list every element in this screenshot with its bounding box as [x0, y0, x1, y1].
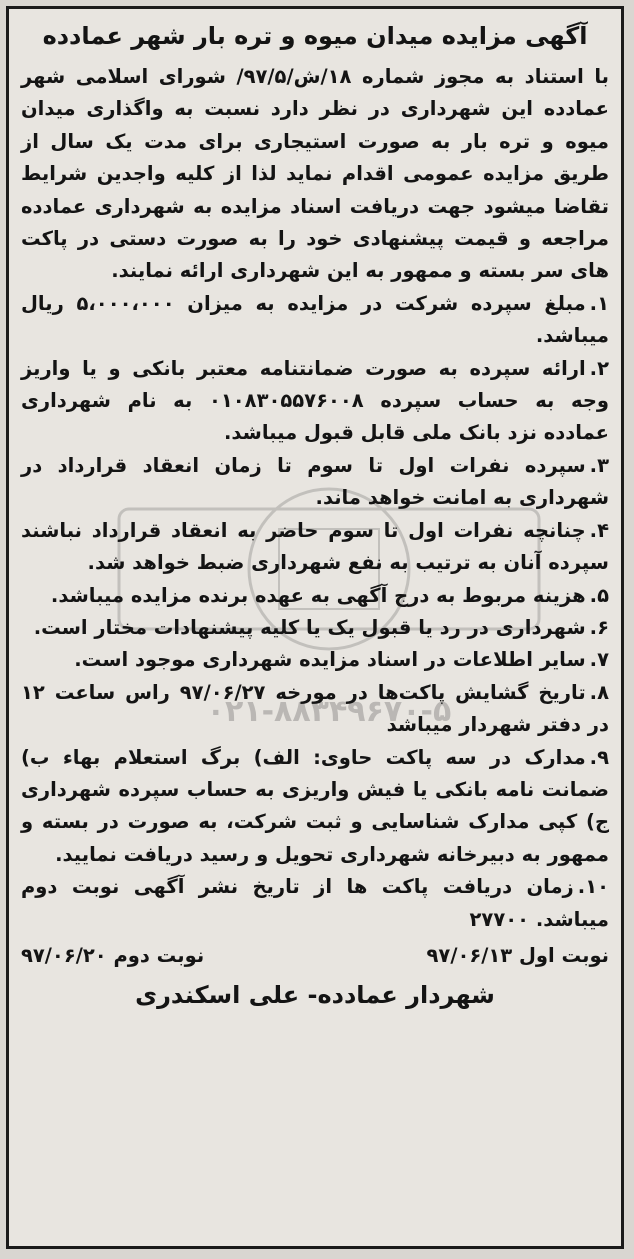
notice-item [21, 612, 609, 644]
notice-content [21, 17, 609, 1238]
notice-item [21, 450, 609, 515]
item-number: ۱۰. [577, 875, 609, 899]
item-number: ۹. [589, 745, 609, 769]
notice-item [21, 677, 609, 742]
item-text: هزینه مربوط به درج آگهی به عهده برنده مزایده میباشد. [50, 583, 586, 607]
first-publication: نوبت اول ۹۷/۰۶/۱۳ [426, 943, 609, 967]
notice-item [21, 353, 609, 450]
item-number: ۵. [589, 583, 609, 607]
item-number: ۴. [589, 518, 609, 542]
notice-item [21, 644, 609, 676]
item-text: تاریخ گشایش پاکت‌ها در مورخه ۹۷/۰۶/۲۷ راس ساعت ۱۲ در دفتر شهردار میباشد [21, 680, 609, 737]
notice-item [21, 288, 609, 353]
watermark-phone: ۰۲۱-۸۸۳۴۹۶۷۰-۵ [206, 694, 452, 729]
notice-item [21, 742, 609, 872]
item-number: ۸. [589, 680, 609, 704]
item-text: مدارک در سه پاکت حاوی: الف) برگ استعلام بهاء ب) ضمانت نامه بانکی یا فیش واریزی به حساب سپرده شهرداری ج) کپی مدارک شناسایی و ثبت شرکت، به صورت در بسته و ممهور به دبیرخانه شهرداری تحویل و رسید دریافت نمایید. [21, 745, 609, 866]
item-text: چنانچه نفرات اول تا سوم حاضر به انعقاد قرارداد نباشند سپرده آنان به ترتیب به نفع شهرداری ضبط خواهد شد. [21, 518, 609, 575]
notice-item [21, 515, 609, 580]
notice-item [21, 871, 609, 936]
item-text: سایر اطلاعات در اسناد مزایده شهرداری موجود است. [74, 648, 586, 672]
item-number: ۳. [589, 453, 609, 477]
signature: شهردار عمادده- علی اسکندری [135, 980, 495, 1009]
item-text: مبلغ سپرده شرکت در مزایده به میزان ۵،۰۰۰،۰۰۰ ریال میباشد. [21, 291, 609, 348]
notice-intro: با استناد به مجوز شماره ۱۸/ش/۹۷/۵/ شورای اسلامی شهر عمادده این شهرداری در نظر دارد نسبت به واگذاری میدان میوه و تره بار به صورت استیجاری برای مدت یک سال از طریق مزایده عمومی اقدام نماید لذا از کلیه واجدین شرایط تقاضا میشود جهت دریافت اسناد مزایده به شهرداری عمادده مراجعه و قیمت پیشنهادی خود را به صورت دستی در پاکت های سر بسته و ممهور به این شهرداری ارائه نمایند. [21, 65, 609, 283]
item-number: ۶. [589, 615, 609, 639]
notice-title: آگهی مزایده میدان میوه و تره بار شهر عمادده [42, 22, 588, 50]
item-number: ۲. [589, 356, 609, 380]
second-publication: نوبت دوم ۹۷/۰۶/۲۰ [21, 943, 205, 967]
item-number: ۷. [589, 648, 609, 672]
publication-dates [21, 940, 609, 972]
item-number: ۱. [589, 291, 609, 315]
notice-paper [6, 6, 624, 1249]
item-text: ارائه سپرده به صورت ضمانتنامه معتبر بانکی و یا واریز وجه به حساب سپرده ۰۱۰۸۳۰۵۵۷۶۰۰۸ به نام شهرداری عمادده نزد بانک ملی قابل قبول میباشد. [21, 356, 609, 445]
item-text: زمان دریافت پاکت ها از تاریخ نشر آگهی نوبت دوم میباشد. ۲۷۷۰۰ [21, 875, 609, 931]
item-text: شهرداری در رد یا قبول یک یا کلیه پیشنهادات مختار است. [33, 615, 586, 639]
notice-item [21, 580, 609, 612]
item-text: سپرده نفرات اول تا سوم تا زمان انعقاد قرارداد در شهرداری به امانت خواهد ماند. [21, 453, 609, 510]
